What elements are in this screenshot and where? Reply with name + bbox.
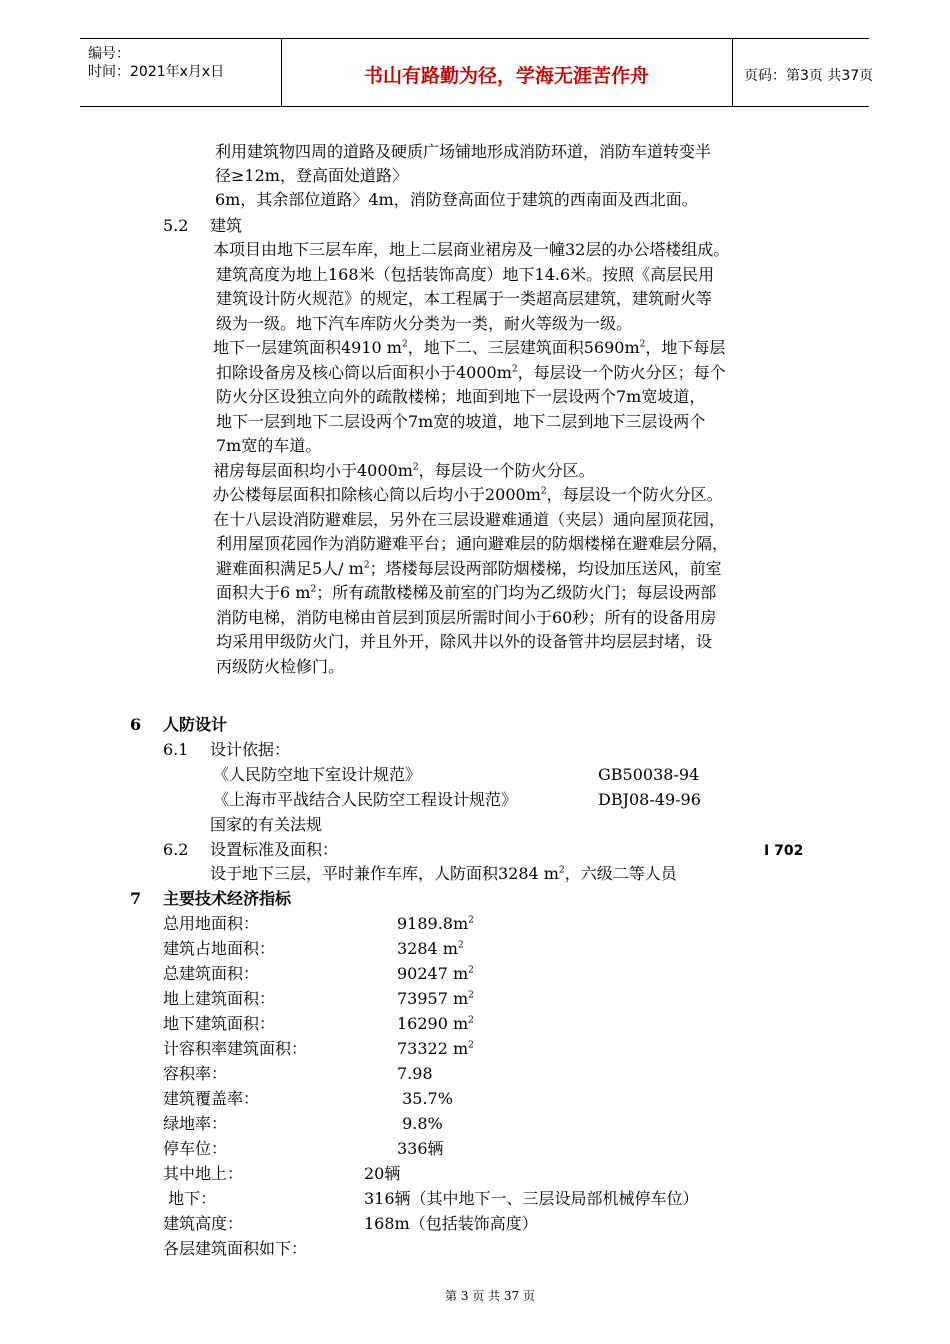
indicator-value: 9.8% [397, 1114, 443, 1133]
indicator-label: 地下建筑面积： [163, 1014, 276, 1033]
indicator-value: 73957 $m^2$ [397, 989, 474, 1008]
reference-name: 《人民防空地下室设计规范》 [213, 765, 422, 784]
section-6-title: 人防设计 [163, 715, 228, 734]
page-header [80, 38, 874, 107]
section-5-2-line: 办公楼每层面积扣除核心筒以后均小于$2000m^2$，每层设一个防火分区。 [213, 485, 723, 504]
indicator-label: 计容积率建筑面积： [163, 1039, 308, 1058]
reference-name: 《上海市平战结合人民防空工程设计规范》 [213, 790, 518, 809]
indicator-label: 建筑占地面积： [163, 939, 276, 958]
parking-label: 其中地上： [163, 1164, 244, 1183]
indicator-label: 停车位： [163, 1139, 228, 1158]
section-5-2-line: 避难面积满足5人/ $m^2$；塔楼每层设两部防烟楼梯，均设加压送风，前室 [216, 558, 722, 578]
section-5-2-line: 本项目由地下三层车库，地上二层商业裙房及一幢32层的办公塔楼组成。 [213, 240, 730, 259]
reference-code: GB50038-94 [598, 765, 700, 784]
header-page-info: 页码：第3页 共37页 [744, 68, 874, 84]
section-6-2-number: 6.2 [163, 840, 189, 859]
section-7-number: 7 [130, 889, 142, 908]
indicator-label: 总建筑面积： [163, 964, 260, 983]
indicator-value: 90247 $m^2$ [397, 964, 474, 983]
indicator-label: 绿地率： [163, 1114, 228, 1133]
fire-road-line-2: 径≥12m，登高面处道路〉 [215, 166, 408, 185]
indicator-label: 容积率： [163, 1064, 228, 1083]
header-motto: 书山有路勤为径，学海无涯苦作舟 [363, 65, 649, 87]
section-6-2-text: 设于地下三层，平时兼作车库，人防面积3284 $m^2$，六级二等人员 [210, 864, 677, 883]
doc-number-label: 编号： [88, 46, 130, 62]
indicator-value: 73322 $m^2$ [397, 1039, 474, 1058]
section-5-2-line: 建筑设计防火规范》的规定，本工程属于一类超高层建筑，建筑耐火等 [216, 289, 713, 308]
indicator-value: $9189.8m^2$ [397, 914, 474, 933]
fire-road-line-1: 利用建筑物四周的道路及硬质广场铺地形成消防环道，消防车道转变半 [215, 142, 712, 161]
section-6-number: 6 [130, 715, 142, 734]
section-5-2-line: 利用屋顶花园作为消防避难平台；通向避难层的防烟楼梯在避难层分隔， [216, 534, 729, 553]
section-5-2-line: 7m宽的车道。 [216, 436, 322, 455]
header-page-cell [732, 39, 874, 106]
side-tag: I 702 [764, 843, 804, 859]
parking-value: 20辆 [364, 1164, 401, 1183]
section-5-2-title: 建筑 [210, 216, 243, 235]
floor-area-intro: 各层建筑面积如下： [163, 1239, 308, 1258]
section-5-2-line: 在十八层设消防避难层，另外在三层设避难通道（夹层）通向屋顶花园， [213, 509, 726, 529]
page-footer: 第 3 页 共 37 页 [445, 1289, 535, 1303]
parking-value: 168m（包括装饰高度） [364, 1214, 538, 1233]
section-6-1-title: 设计依据： [210, 740, 291, 759]
fire-road-line-3: 6m，其余部位道路〉4m，消防登高面位于建筑的西南面及西北面。 [215, 190, 698, 209]
header-meta-cell [80, 39, 282, 106]
indicator-label: 建筑覆盖率： [163, 1089, 260, 1108]
section-5-2-line: 地下一层建筑面积4910 $m^2$，地下二、三层建筑面积$5690m^2$，地下每层 [213, 338, 726, 357]
indicator-value: 16290 $m^2$ [397, 1014, 474, 1033]
parking-value: 316辆（其中地下一、三层设局部机械停车位） [364, 1189, 699, 1208]
section-5-2-line: 面积大于6 $m^2$；所有疏散楼梯及前室的门均为乙级防火门；每层设两部 [216, 583, 717, 602]
section-5-2-line: 消防电梯，消防电梯由首层到顶层所需时间小于60秒；所有的设备用房 [216, 607, 717, 627]
section-5-2-line: 均采用甲级防火门，并且外开，除风井以外的设备管井均层层封堵，设 [216, 632, 713, 651]
section-7-title: 主要技术经济指标 [163, 889, 292, 908]
reference-code: DBJ08-49-96 [598, 790, 701, 809]
section-5-2-number: 5.2 [163, 216, 189, 235]
doc-date: 时间：2021年x月x日 [88, 64, 225, 80]
indicator-value: 7.98 [397, 1064, 433, 1083]
section-5-2-line: 建筑高度为地上168米（包括装饰高度）地下14.6米。按照《高层民用 [216, 264, 715, 284]
section-5-2-line: 扣除设备房及核心筒以后面积小于$4000m^2$，每层设一个防火分区；每个 [216, 362, 726, 382]
section-5-2-line: 丙级防火检修门。 [216, 656, 345, 676]
indicator-value: 35.7% [397, 1089, 453, 1108]
section-6-2-title: 设置标准及面积： [210, 840, 339, 859]
section-5-2-line: 裙房每层面积均小于$4000m^2$，每层设一个防火分区。 [213, 460, 595, 480]
header-motto-cell [281, 39, 733, 106]
parking-label: 建筑高度： [163, 1214, 244, 1233]
parking-label: 地下： [163, 1189, 217, 1208]
indicator-label: 总用地面积： [163, 914, 260, 933]
section-6-1-number: 6.1 [163, 740, 189, 759]
national-rules: 国家的有关法规 [210, 815, 323, 834]
section-5-2-line: 级为一级。地下汽车库防火分类为一类，耐火等级为一级。 [216, 313, 633, 333]
indicator-value: 3284 $m^2$ [397, 939, 464, 958]
section-5-2-line: 地下一层到地下二层设两个7m宽的坡道，地下二层到地下三层设两个 [216, 411, 706, 431]
indicator-value: 336辆 [397, 1139, 444, 1158]
section-5-2-line: 防火分区设独立向外的疏散楼梯；地面到地下一层设两个7m宽坡道， [216, 387, 706, 406]
indicator-label: 地上建筑面积： [163, 989, 276, 1008]
